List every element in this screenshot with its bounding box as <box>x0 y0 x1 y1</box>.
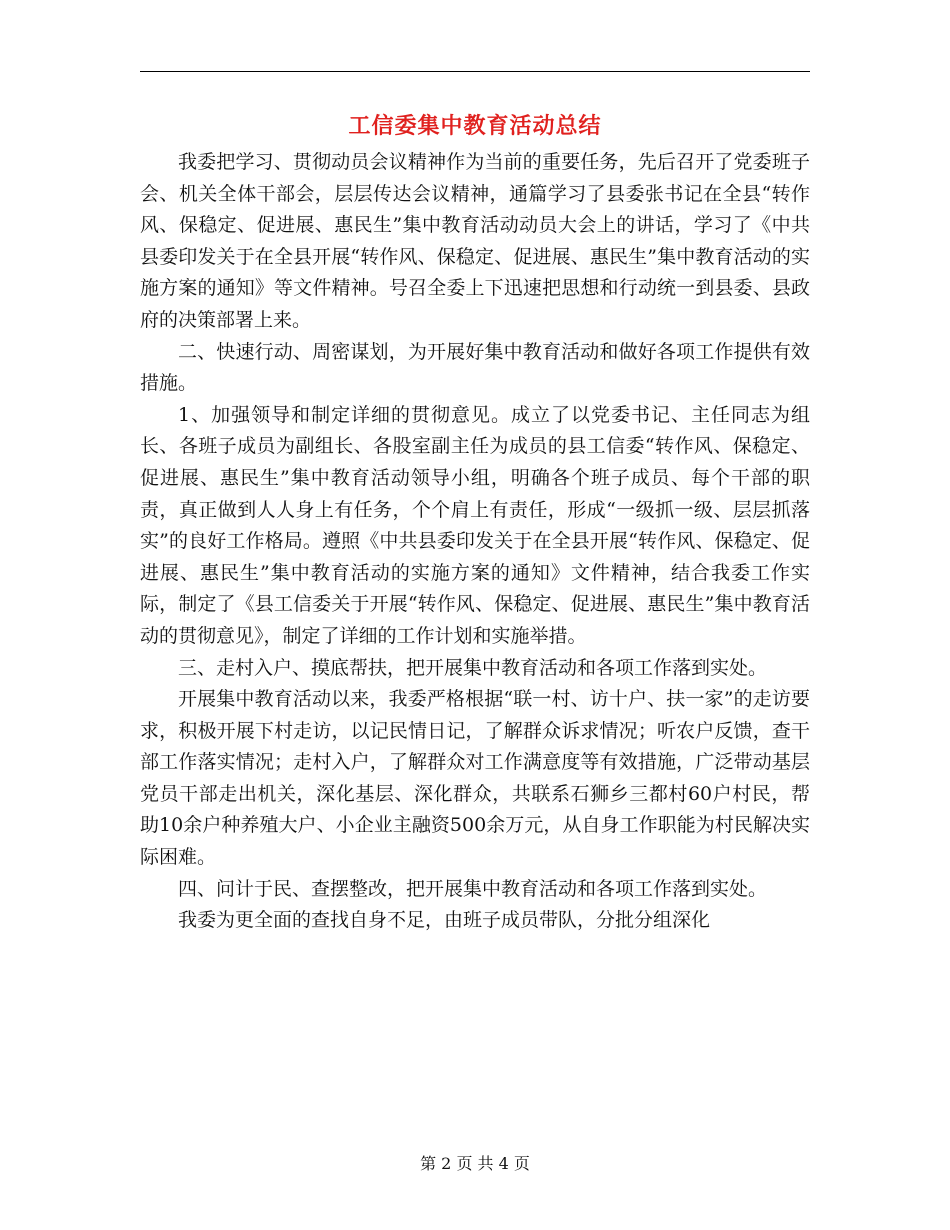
document-body <box>140 147 810 937</box>
page-number-label: 第 2 页 共 4 页 <box>420 1154 530 1173</box>
paragraph-4: 三、走村入户、摸底帮扶，把开展集中教育活动和各项工作落到实处。 <box>178 656 768 679</box>
paragraph-6: 四、问计于民、查摆整改，把开展集中教育活动和各项工作落到实处。 <box>178 877 768 900</box>
paragraph-3: 1、加强领导和制定详细的贯彻意见。成立了以党委书记、主任同志为组长、各班子成员为副组长、各股室副主任为成员的县工信委“转作风、保稳定、促进展、惠民生”集中教育活动领导小组，明确各个班子成员、每个干部的职责，真正做到人人身上有任务，个个肩上有责任，形成“一级抓一级、层层抓落实”的良好工作格局。遵照《中共县委印发关于在全县开展“转作风、保稳定、促进展、惠民生”集中教育活动的实施方案的通知》文件精神，结合我委工作实际，制定了《县工信委关于开展“转作风、保稳定、促进展、惠民生”集中教育活动的贯彻意见》，制定了详细的工作计划和实施举措。 <box>140 403 810 647</box>
paragraph-7: 我委为更全面的查找自身不足，由班子成员带队，分批分组深化 <box>178 909 711 932</box>
document-title: 工信委集中教育活动总结 <box>348 113 602 139</box>
paragraph-1: 我委把学习、贯彻动员会议精神作为当前的重要任务，先后召开了党委班子会、机关全体干部会，层层传达会议精神，通篇学习了县委张书记在全县“转作风、保稳定、促进展、惠民生”集中教育活动动员大会上的讲话，学习了《中共县委印发关于在全县开展“转作风、保稳定、促进展、惠民生”集中教育活动的实施方案的通知》等文件精神。号召全委上下迅速把思想和行动统一到县委、县政府的决策部署上来。 <box>140 151 810 331</box>
header-rule <box>140 71 810 72</box>
page-footer <box>0 1153 950 1175</box>
paragraph-5: 开展集中教育活动以来，我委严格根据“联一村、访十户、扶一家”的走访要求，积极开展下村走访，以记民情日记，了解群众诉求情况；听农户反馈，查干部工作落实情况；走村入户，了解群众对工作满意度等有效措施，广泛带动基层党员干部走出机关，深化基层、深化群众，共联系石狮乡三都村60户村民，帮助10余户种养殖大户、小企业主融资500余万元，从自身工作职能为村民解决实际困难。 <box>140 688 810 869</box>
paragraph-2: 二、快速行动、周密谋划，为开展好集中教育活动和做好各项工作提供有效措施。 <box>140 340 810 395</box>
